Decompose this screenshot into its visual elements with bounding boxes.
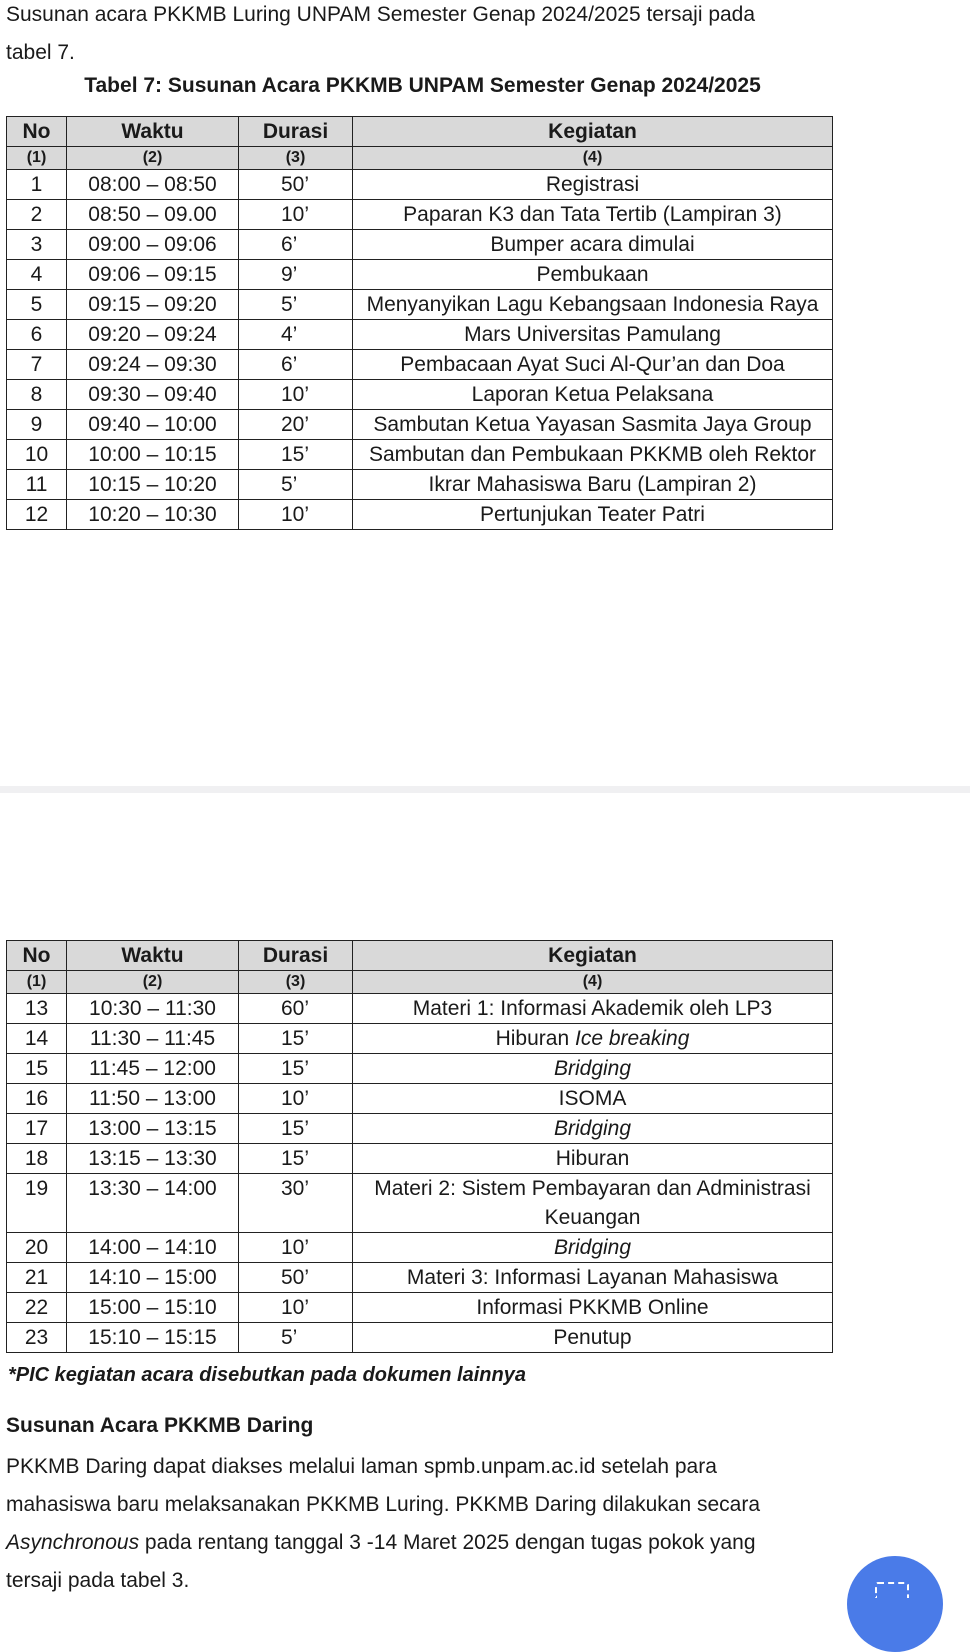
table-row [7, 260, 833, 290]
header-num-1: (1) [7, 147, 67, 170]
cell-durasi: 9’ [239, 260, 353, 290]
daring-line-2: mahasiswa baru melaksanakan PKKMB Luring. PKKMB Daring dilakukan secara [6, 1493, 761, 1516]
kegiatan-text: Bumper acara dimulai [490, 233, 695, 256]
cell-no: 12 [7, 500, 67, 530]
cell-waktu: 10:00 – 10:15 [67, 440, 239, 470]
cell-kegiatan [353, 1114, 833, 1144]
cell-kegiatan [353, 290, 833, 320]
cell-durasi: 5’ [239, 1323, 353, 1353]
header-waktu: Waktu [67, 941, 239, 971]
cell-kegiatan [353, 170, 833, 200]
cell-no: 8 [7, 380, 67, 410]
scan-icon [875, 1582, 909, 1598]
kegiatan-text: Pembacaan Ayat Suci Al-Qur’an dan Doa [400, 353, 785, 376]
kegiatan-text: Pembukaan [536, 263, 649, 286]
header-num-3: (3) [239, 971, 353, 994]
cell-durasi: 5’ [239, 470, 353, 500]
cell-no: 20 [7, 1233, 67, 1263]
cell-kegiatan [353, 200, 833, 230]
cell-waktu: 15:10 – 15:15 [67, 1323, 239, 1353]
cell-waktu: 08:50 – 09.00 [67, 200, 239, 230]
cell-no: 5 [7, 290, 67, 320]
cell-no: 21 [7, 1263, 67, 1293]
cell-kegiatan [353, 1233, 833, 1263]
cell-durasi: 50’ [239, 1263, 353, 1293]
cell-waktu: 09:24 – 09:30 [67, 350, 239, 380]
kegiatan-text: Materi 1: Informasi Akademik oleh LP3 [412, 997, 773, 1020]
table-row [7, 320, 833, 350]
header-number-row [7, 147, 833, 170]
table-row [7, 1323, 833, 1353]
cell-no: 19 [7, 1174, 67, 1233]
header-row [7, 941, 833, 971]
cell-durasi: 10’ [239, 500, 353, 530]
cell-kegiatan [353, 1263, 833, 1293]
cell-kegiatan [353, 470, 833, 500]
cell-waktu: 10:15 – 10:20 [67, 470, 239, 500]
kegiatan-text: Paparan K3 dan Tata Tertib (Lampiran 3) [403, 203, 782, 226]
daring-line-1: PKKMB Daring dapat diakses melalui laman spmb.unpam.ac.id setelah para [6, 1455, 717, 1478]
cell-kegiatan [353, 410, 833, 440]
cell-waktu: 09:06 – 09:15 [67, 260, 239, 290]
cell-durasi: 10’ [239, 1293, 353, 1323]
cell-durasi: 10’ [239, 200, 353, 230]
cell-no: 13 [7, 994, 67, 1024]
cell-kegiatan [353, 260, 833, 290]
table-row [7, 1233, 833, 1263]
cell-waktu: 11:45 – 12:00 [67, 1054, 239, 1084]
cell-durasi: 15’ [239, 1144, 353, 1174]
table-row [7, 1054, 833, 1084]
cell-no: 7 [7, 350, 67, 380]
page-divider [0, 786, 970, 793]
cell-no: 11 [7, 470, 67, 500]
cell-no: 2 [7, 200, 67, 230]
cell-no: 1 [7, 170, 67, 200]
cell-durasi: 4’ [239, 320, 353, 350]
cell-durasi: 10’ [239, 1084, 353, 1114]
table-row [7, 380, 833, 410]
header-kegiatan: Kegiatan [353, 117, 833, 147]
cell-durasi: 6’ [239, 230, 353, 260]
cell-kegiatan [353, 1024, 833, 1054]
kegiatan-text: Pertunjukan Teater Patri [480, 503, 705, 526]
kegiatan-text: Sambutan Ketua Yayasan Sasmita Jaya Group [373, 413, 812, 436]
cell-durasi: 15’ [239, 440, 353, 470]
cell-waktu: 09:20 – 09:24 [67, 320, 239, 350]
daring-asynchronous: Asynchronous [6, 1531, 140, 1554]
kegiatan-text: Materi 2: Sistem Pembayaran dan Administrasi Keuangan [374, 1177, 811, 1229]
cell-no: 18 [7, 1144, 67, 1174]
table-row [7, 470, 833, 500]
table-caption: Tabel 7: Susunan Acara PKKMB UNPAM Semester Genap 2024/2025 [84, 74, 761, 97]
daring-paragraph [6, 1448, 836, 1600]
cell-waktu: 13:15 – 13:30 [67, 1144, 239, 1174]
kegiatan-text: Registrasi [545, 173, 640, 196]
cell-no: 3 [7, 230, 67, 260]
cell-kegiatan [353, 230, 833, 260]
cell-durasi: 50’ [239, 170, 353, 200]
cell-waktu: 11:30 – 11:45 [67, 1024, 239, 1054]
cell-no: 14 [7, 1024, 67, 1054]
header-number-row [7, 971, 833, 994]
cell-durasi: 10’ [239, 1233, 353, 1263]
cell-durasi: 15’ [239, 1114, 353, 1144]
header-kegiatan: Kegiatan [353, 941, 833, 971]
table-row [7, 290, 833, 320]
cell-durasi: 10’ [239, 380, 353, 410]
kegiatan-text: Ice breaking [574, 1027, 690, 1050]
table-row [7, 500, 833, 530]
table-row [7, 1024, 833, 1054]
cell-waktu: 09:00 – 09:06 [67, 230, 239, 260]
cell-waktu: 10:30 – 11:30 [67, 994, 239, 1024]
table-row [7, 200, 833, 230]
header-num-1: (1) [7, 971, 67, 994]
cell-durasi: 30’ [239, 1174, 353, 1233]
cell-no: 10 [7, 440, 67, 470]
kegiatan-prefix: Hiburan [495, 1027, 570, 1050]
cell-waktu: 11:50 – 13:00 [67, 1084, 239, 1114]
kegiatan-text: Materi 3: Informasi Layanan Mahasiswa [406, 1266, 779, 1289]
header-num-3: (3) [239, 147, 353, 170]
table-row [7, 230, 833, 260]
cell-waktu: 13:30 – 14:00 [67, 1174, 239, 1233]
kegiatan-text: ISOMA [558, 1087, 627, 1110]
cell-kegiatan [353, 380, 833, 410]
header-waktu: Waktu [67, 117, 239, 147]
cell-durasi: 5’ [239, 290, 353, 320]
kegiatan-text: Bridging [553, 1236, 632, 1259]
cell-durasi: 15’ [239, 1024, 353, 1054]
table-row [7, 1263, 833, 1293]
cell-no: 6 [7, 320, 67, 350]
section-heading: Susunan Acara PKKMB Daring [6, 1414, 314, 1437]
table-row [7, 440, 833, 470]
table-row [7, 1114, 833, 1144]
intro-paragraph [6, 0, 836, 72]
header-durasi: Durasi [239, 941, 353, 971]
cell-no: 9 [7, 410, 67, 440]
schedule-table-2 [6, 940, 833, 1353]
cell-no: 15 [7, 1054, 67, 1084]
kegiatan-text: Penutup [553, 1326, 632, 1349]
table-row [7, 994, 833, 1024]
cell-kegiatan [353, 440, 833, 470]
kegiatan-text: Laporan Ketua Pelaksana [471, 383, 714, 406]
cell-waktu: 14:10 – 15:00 [67, 1263, 239, 1293]
daring-line-3: pada rentang tanggal 3 -14 Maret 2025 dengan tugas pokok yang [139, 1531, 756, 1554]
cell-durasi: 60’ [239, 994, 353, 1024]
kegiatan-text: Menyanyikan Lagu Kebangsaan Indonesia Raya [366, 293, 819, 316]
kegiatan-text: Hiburan [555, 1147, 630, 1170]
table-row [7, 1174, 833, 1233]
cell-no: 23 [7, 1323, 67, 1353]
kegiatan-text: Ikrar Mahasiswa Baru (Lampiran 2) [428, 473, 757, 496]
table-row [7, 350, 833, 380]
cell-durasi: 20’ [239, 410, 353, 440]
header-num-2: (2) [67, 147, 239, 170]
header-num-4: (4) [353, 147, 833, 170]
cell-kegiatan [353, 1054, 833, 1084]
header-durasi: Durasi [239, 117, 353, 147]
cell-waktu: 13:00 – 13:15 [67, 1114, 239, 1144]
daring-line-4: tersaji pada tabel 3. [6, 1569, 190, 1592]
cell-no: 17 [7, 1114, 67, 1144]
cell-kegiatan [353, 1144, 833, 1174]
cell-durasi: 15’ [239, 1054, 353, 1084]
cell-waktu: 10:20 – 10:30 [67, 500, 239, 530]
cell-waktu: 14:00 – 14:10 [67, 1233, 239, 1263]
cell-kegiatan [353, 1293, 833, 1323]
table-row [7, 1144, 833, 1174]
pic-note: *PIC kegiatan acara disebutkan pada dokumen lainnya [8, 1364, 526, 1386]
kegiatan-text: Bridging [553, 1057, 632, 1080]
cell-kegiatan [353, 1084, 833, 1114]
kegiatan-text: Mars Universitas Pamulang [464, 323, 721, 346]
scan-button[interactable] [847, 1556, 943, 1652]
intro-line-1: Susunan acara PKKMB Luring UNPAM Semester Genap 2024/2025 tersaji pada [6, 3, 756, 26]
cell-kegiatan [353, 1323, 833, 1353]
header-no: No [7, 941, 67, 971]
kegiatan-text: Sambutan dan Pembukaan PKKMB oleh Rektor [368, 443, 817, 466]
header-no: No [7, 117, 67, 147]
header-num-4: (4) [353, 971, 833, 994]
cell-durasi: 6’ [239, 350, 353, 380]
cell-kegiatan [353, 994, 833, 1024]
cell-waktu: 08:00 – 08:50 [67, 170, 239, 200]
kegiatan-text: Bridging [553, 1117, 632, 1140]
table-row [7, 1084, 833, 1114]
header-num-2: (2) [67, 971, 239, 994]
kegiatan-text: Informasi PKKMB Online [476, 1296, 709, 1319]
table-row [7, 1293, 833, 1323]
cell-waktu: 09:30 – 09:40 [67, 380, 239, 410]
cell-kegiatan [353, 320, 833, 350]
header-row [7, 117, 833, 147]
cell-waktu: 15:00 – 15:10 [67, 1293, 239, 1323]
schedule-table-1 [6, 116, 833, 530]
table-row [7, 410, 833, 440]
intro-line-2: tabel 7. [6, 41, 75, 64]
cell-waktu: 09:40 – 10:00 [67, 410, 239, 440]
cell-kegiatan [353, 350, 833, 380]
cell-no: 4 [7, 260, 67, 290]
cell-no: 22 [7, 1293, 67, 1323]
cell-waktu: 09:15 – 09:20 [67, 290, 239, 320]
cell-no: 16 [7, 1084, 67, 1114]
cell-kegiatan [353, 1174, 833, 1233]
table-row [7, 170, 833, 200]
cell-kegiatan [353, 500, 833, 530]
